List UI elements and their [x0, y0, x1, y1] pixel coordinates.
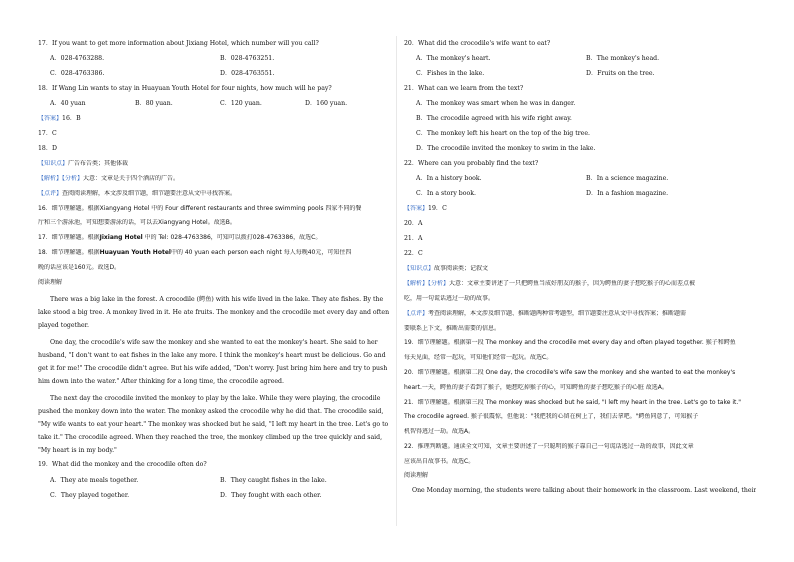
analysis-text: 大意：文章主要讲述了一只把鳄鱼当成好朋友的猴子，因为鳄鱼的妻子想吃猴子的心而差点被	[449, 280, 696, 288]
option: D．They fought with each other.	[220, 491, 322, 499]
option: C．Fishes in the lake.	[416, 70, 485, 78]
answer-17: 17．C	[38, 130, 57, 138]
option: C．028-4763386.	[50, 70, 105, 78]
kp-tag: 【知识点】	[404, 265, 435, 273]
explanation-21-cont2: 机智得逃过一劫。故选A。	[404, 428, 475, 436]
option: B．They caught fishes in the lake.	[220, 476, 327, 484]
answer-18: 18．D	[38, 145, 58, 153]
option: D．160 yuan.	[305, 100, 348, 108]
option: D．028-4763551.	[220, 70, 275, 78]
knowledge-point	[404, 265, 756, 272]
analysis-cont: 吃，用一句谎话逃过一劫的故事。	[404, 295, 495, 303]
explanation-22: 22．推理判断题。通读全文可知，文章主要讲述了一只聪明的猴子靠自己一句谎话逃过一劫的故事，因此文章	[404, 442, 694, 450]
option: B．028-4763251.	[220, 55, 275, 63]
option: A．40 yuan	[50, 100, 86, 108]
question-19-stem: 19．What did the monkey and the crocodile often do?	[38, 461, 207, 469]
option: A．In a history book.	[416, 175, 482, 183]
option: C．In a story book.	[416, 190, 476, 198]
question-18-stem: 18．If Wang Lin wants to stay in Huayuan Youth Hotel for four nights, how much will he pay?	[38, 85, 332, 93]
comment-tag: 【点评】	[404, 309, 429, 317]
explanation-20: 20．细节理解题。根据第二段 One day, the crocodile's wife saw the monkey and she wanted to eat the monkey's	[404, 368, 736, 376]
question-17-options	[38, 55, 390, 62]
explanation-18	[38, 249, 390, 256]
analysis-tag: 【解析】	[38, 175, 63, 183]
question-20-options	[404, 70, 756, 77]
explanation-17-a: 17．细节理解题。根据	[38, 234, 100, 242]
explanation-18-cont: 晚的话应该是160元。故选D。	[38, 263, 121, 271]
explanation-19: 19．细节理解题。根据第一段 The monkey and the crocodile met every day and often played together. 猴子和鳄鱼	[404, 339, 736, 347]
option: B．In a science magazine.	[586, 175, 669, 183]
kp-text: 故事阅读类；记叙文	[434, 265, 489, 273]
explanation-19-cont: 每天见面，经常一起玩，可知他们经常一起玩。故选C。	[404, 354, 553, 362]
answer-tag: 【答案】	[404, 205, 429, 213]
question-19-options	[38, 477, 390, 484]
explanation-17-hotel: Jixiang Hotel	[99, 234, 143, 242]
comment-tag: 【点评】	[38, 189, 63, 197]
question-21-stem: 21．What can we learn from the text?	[404, 85, 524, 93]
section-heading: 阅读理解	[38, 278, 63, 286]
option: D．In a fashion magazine.	[586, 190, 669, 198]
explanation-21: 21．细节理解题。根据第三段 The monkey was shocked but he said, "I left my heart in the tree. Let's go to take it."	[404, 398, 742, 406]
comment-cont: 要联系上下文，推断出需要的信息。	[404, 324, 501, 332]
question-19-options	[38, 492, 390, 499]
explanation-18-a: 18．细节理解题。根据	[38, 248, 100, 256]
kp-tag: 【知识点】	[38, 160, 69, 168]
option: C．The monkey left his heart on the top of the big tree.	[416, 130, 590, 138]
answer-text: 16．B	[62, 115, 81, 123]
explanation-20-cont: heart.一天，鳄鱼的妻子看到了猴子，她想吃掉猴子的心，可知鳄鱼的妻子想吃猴子的心脏 故选A。	[404, 383, 668, 391]
question-22-stem: 22．Where can you probably find the text?	[404, 160, 539, 168]
option: C．120 yuan.	[220, 100, 262, 108]
answer-21: 21．A	[404, 235, 423, 243]
comment-text: 考查阅读理解，本文涉及细节题、推断题两种常考题型，细节题要注意从文中寻找答案；推断题需	[428, 309, 687, 317]
question-20-stem: 20．What did the crocodile's wife want to eat?	[404, 40, 551, 47]
question-22-options	[404, 175, 756, 182]
explanation-17-c: 中的 Tel: 028-4763386，可知可以拨打028-4763386，故选C。	[142, 234, 322, 242]
passage-start: One Monday morning, the students were talking about their homework in the classroom. Last weekend, their	[412, 487, 756, 495]
passage-paragraph-2: One day, the crocodile's wife saw the monkey and she wanted to eat the monkey's heart. She said to her husband, "I don't want to eat fishes in the lake any more. I think the monkey's heart must be delicious. Go and get it for me!" The crocodile didn't agree. But his wife added, "Don't worry. Just bring him here and try to push him down into the water." After thinking for a long time, the crocodile agreed.	[38, 339, 388, 386]
question-18-options	[38, 100, 390, 107]
analysis-sub-tag: 【分析】	[428, 280, 450, 288]
passage-paragraph-1: There was a big lake in the forest. A crocodile (鳄鱼) with his wife lived in the lake. They ate fishes. By the lake stood a big tree. A monkey lived in it. He ate fruits. The monkey and the crocodile met every day and often played together.	[38, 296, 390, 330]
option: A．The monkey's heart.	[416, 55, 491, 63]
answer-line	[404, 205, 756, 212]
right-column	[404, 40, 756, 502]
answer-20: 20．A	[404, 220, 423, 228]
analysis-text: 大意：文章是关于四个酒店的广告。	[83, 175, 180, 183]
section-heading: 阅读理解	[404, 472, 429, 480]
comment	[38, 190, 390, 197]
left-column	[38, 40, 390, 507]
question-22-options	[404, 190, 756, 197]
passage-paragraph-3: The next day the crocodile invited the monkey to play by the lake. While they were playing, the crocodile pushed the monkey down into the water. The monkey asked the crocodile why he did that. The crocodile said, "My wife wants to eat your heart." The monkey was shocked but he said, "I left my heart in the tree. Let's go to take it." The crocodile agreed. When they reached the tree, the monkey climbed up the tree quickly and said, "My heart is in my body."	[38, 395, 389, 455]
option: B．The crocodile agreed with his wife right away.	[416, 115, 572, 123]
explanation-21-cont: The crocodile agreed. 猴子很震惊，但他说："我把我的心留在树上了，我们去拿吧。"鳄鱼同意了，可知猴子	[404, 413, 699, 421]
kp-text: 广告布告类；其他体裁	[68, 160, 129, 168]
option: D．The crocodile invited the monkey to swim in the lake.	[416, 145, 596, 153]
explanation-18-c: 中的 40 yuan each person each night 每人每晚40元，可知住四	[170, 248, 352, 256]
analysis-tag: 【解析】	[404, 280, 429, 288]
option: D．Fruits on the tree.	[586, 70, 655, 78]
answer-text: 19．C	[428, 205, 447, 213]
explanation-17	[38, 234, 390, 241]
column-divider	[396, 36, 397, 526]
answer-line	[38, 115, 390, 122]
question-20-options	[404, 55, 756, 62]
answer-tag: 【答案】	[38, 115, 63, 123]
explanation-18-hotel: Huayuan Youth Hotel	[99, 248, 171, 256]
comment-text: 查阅阅读理解，本文涉及细节题，细节题要注意从文中寻找答案。	[62, 189, 237, 197]
explanation-22-cont: 应该出自故事书。故选C。	[404, 457, 475, 465]
option: B．80 yuan.	[135, 100, 173, 108]
option: C．They played together.	[50, 491, 130, 499]
question-17-options	[38, 70, 390, 77]
analysis	[38, 175, 390, 182]
option: A．The monkey was smart when he was in danger.	[416, 100, 576, 108]
comment	[404, 310, 756, 317]
knowledge-point	[38, 160, 390, 167]
analysis	[404, 280, 756, 287]
explanation-16: 16．细节理解题。根据Xiangyang Hotel 中的 Four different restaurants and three swimming pools 四家不同的餐	[38, 204, 362, 212]
answer-22: 22．C	[404, 250, 423, 258]
question-17-stem: 17．If you want to get more information about Jixiang Hotel, which number will you call?	[38, 40, 319, 47]
option: B．The monkey's head.	[586, 55, 660, 63]
explanation-16-cont: 厅和三个游泳池，可知想要游泳的话，可以去Xiangyang Hotel。故选B。	[38, 219, 236, 227]
analysis-sub-tag: 【分析】	[62, 175, 84, 183]
option: A．They ate meals together.	[50, 476, 139, 484]
option: A．028-4763288.	[50, 55, 105, 63]
